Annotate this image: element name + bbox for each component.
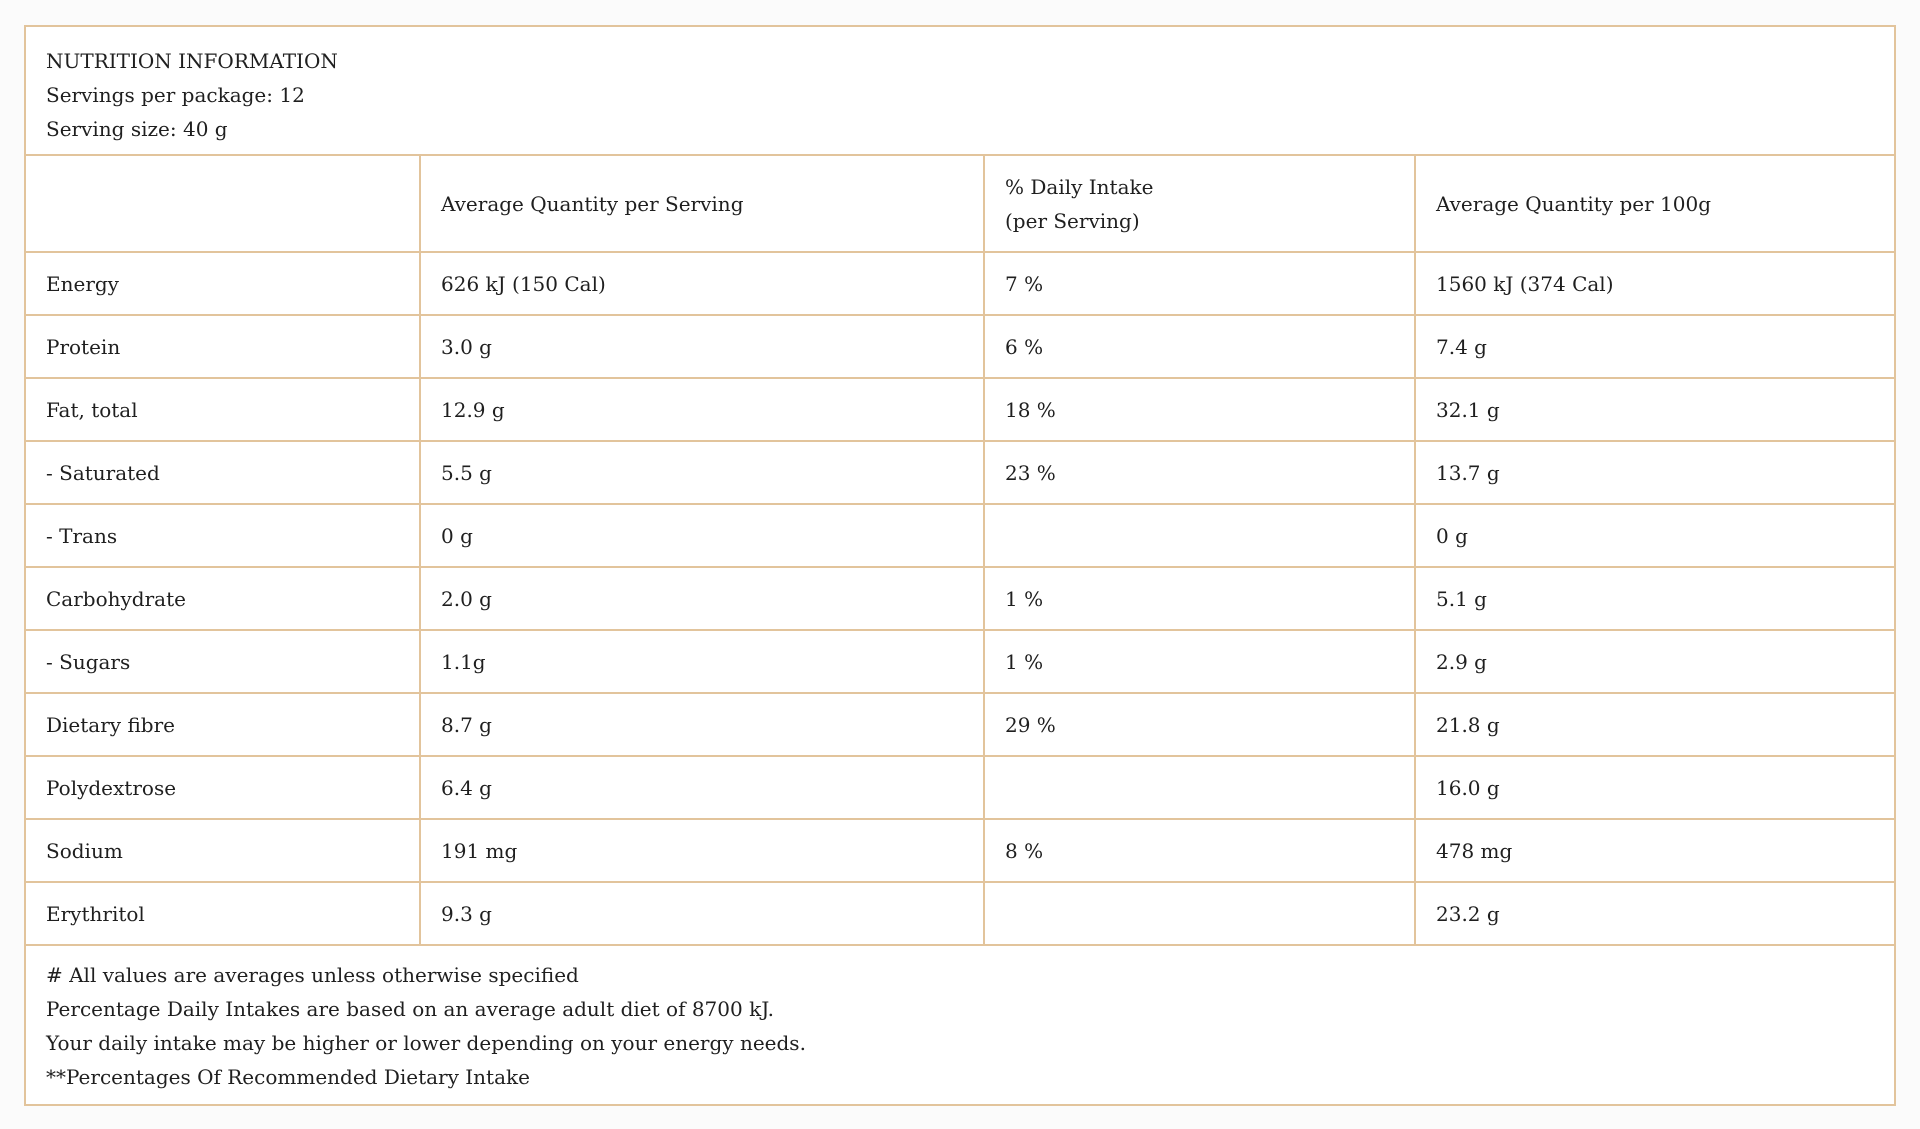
cell-daily-intake xyxy=(984,882,1415,945)
cell-per-100g: 32.1 g xyxy=(1415,378,1894,441)
cell-nutrient: - Sugars xyxy=(26,630,420,693)
table-row xyxy=(26,504,1894,567)
table-row xyxy=(26,693,1894,756)
column-header-per-100g: Average Quantity per 100g xyxy=(1415,156,1894,252)
serving-size: Serving size: 40 g xyxy=(46,117,228,141)
cell-nutrient: Dietary fibre xyxy=(26,693,420,756)
cell-per-100g: 5.1 g xyxy=(1415,567,1894,630)
cell-daily-intake: 7 % xyxy=(984,252,1415,315)
cell-per-100g: 2.9 g xyxy=(1415,630,1894,693)
cell-nutrient: - Trans xyxy=(26,504,420,567)
cell-daily-intake: 23 % xyxy=(984,441,1415,504)
nutrition-header xyxy=(26,27,1894,156)
nutrition-panel xyxy=(24,25,1896,1106)
cell-nutrient: Sodium xyxy=(26,819,420,882)
cell-daily-intake xyxy=(984,756,1415,819)
cell-daily-intake xyxy=(984,504,1415,567)
cell-per-serving: 5.5 g xyxy=(420,441,984,504)
table-row xyxy=(26,819,1894,882)
cell-daily-intake: 18 % xyxy=(984,378,1415,441)
cell-per-serving: 6.4 g xyxy=(420,756,984,819)
table-row xyxy=(26,882,1894,945)
cell-per-serving: 1.1g xyxy=(420,630,984,693)
servings-per-package: Servings per package: 12 xyxy=(46,83,305,107)
table-row xyxy=(26,315,1894,378)
cell-daily-intake: 6 % xyxy=(984,315,1415,378)
footnote: # All values are averages unless otherwise specified xyxy=(46,963,579,987)
table-row xyxy=(26,567,1894,630)
cell-daily-intake: 1 % xyxy=(984,630,1415,693)
table-row xyxy=(26,378,1894,441)
cell-per-100g: 23.2 g xyxy=(1415,882,1894,945)
cell-per-serving: 191 mg xyxy=(420,819,984,882)
footnote: **Percentages Of Recommended Dietary Intake xyxy=(46,1065,530,1089)
column-header-daily-intake xyxy=(984,156,1415,252)
cell-per-serving: 8.7 g xyxy=(420,693,984,756)
cell-nutrient: Polydextrose xyxy=(26,756,420,819)
cell-daily-intake: 29 % xyxy=(984,693,1415,756)
table-row xyxy=(26,630,1894,693)
cell-per-100g: 0 g xyxy=(1415,504,1894,567)
cell-per-serving: 9.3 g xyxy=(420,882,984,945)
cell-per-100g: 21.8 g xyxy=(1415,693,1894,756)
cell-per-100g: 7.4 g xyxy=(1415,315,1894,378)
cell-daily-intake: 8 % xyxy=(984,819,1415,882)
cell-per-serving: 2.0 g xyxy=(420,567,984,630)
nutrition-table xyxy=(26,156,1894,946)
table-body xyxy=(26,252,1894,945)
footnote: Percentage Daily Intakes are based on an average adult diet of 8700 kJ. xyxy=(46,997,775,1021)
cell-per-serving: 12.9 g xyxy=(420,378,984,441)
table-row xyxy=(26,252,1894,315)
table-row xyxy=(26,756,1894,819)
footnote: Your daily intake may be higher or lower depending on your energy needs. xyxy=(46,1031,806,1055)
cell-nutrient: Erythritol xyxy=(26,882,420,945)
column-header-per-serving: Average Quantity per Serving xyxy=(420,156,984,252)
table-header-row xyxy=(26,156,1894,252)
cell-per-100g: 1560 kJ (374 Cal) xyxy=(1415,252,1894,315)
cell-per-100g: 13.7 g xyxy=(1415,441,1894,504)
cell-per-serving: 0 g xyxy=(420,504,984,567)
column-header-nutrient xyxy=(26,156,420,252)
table-row xyxy=(26,441,1894,504)
cell-nutrient: Fat, total xyxy=(26,378,420,441)
daily-intake-label: % Daily Intake xyxy=(1005,174,1154,199)
cell-per-serving: 626 kJ (150 Cal) xyxy=(420,252,984,315)
footnotes xyxy=(26,946,1894,1094)
panel-title: NUTRITION INFORMATION xyxy=(46,49,338,73)
cell-daily-intake: 1 % xyxy=(984,567,1415,630)
cell-nutrient: Carbohydrate xyxy=(26,567,420,630)
cell-per-100g: 16.0 g xyxy=(1415,756,1894,819)
cell-nutrient: - Saturated xyxy=(26,441,420,504)
cell-nutrient: Energy xyxy=(26,252,420,315)
daily-intake-sublabel: (per Serving) xyxy=(1005,208,1140,233)
cell-per-100g: 478 mg xyxy=(1415,819,1894,882)
cell-nutrient: Protein xyxy=(26,315,420,378)
cell-per-serving: 3.0 g xyxy=(420,315,984,378)
